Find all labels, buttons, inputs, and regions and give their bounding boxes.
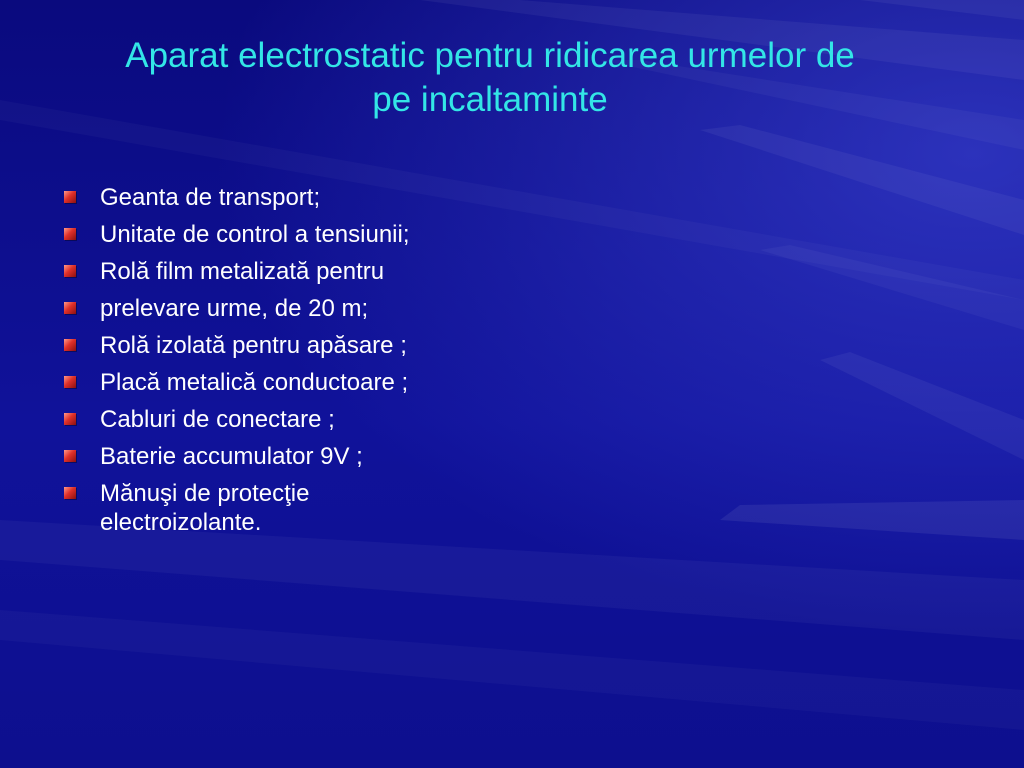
bullet-list — [62, 183, 622, 545]
square-bullet-icon — [64, 376, 76, 388]
square-bullet-icon — [64, 339, 76, 351]
bullet-text: Unitate de control a tensiunii; — [100, 221, 410, 248]
bullet-text: Rolă film metalizată pentru — [100, 258, 385, 285]
slide-title — [40, 34, 940, 122]
bullet-text: Cabluri de conectare ; — [100, 406, 335, 433]
bullet-text: Rolă izolată pentru apăsare ; — [100, 332, 407, 359]
square-bullet-icon — [64, 191, 76, 203]
square-bullet-icon — [64, 413, 76, 425]
bullet-text: Mănuşi de protecţie electroizolante. — [100, 480, 310, 536]
bullet-item — [62, 331, 622, 360]
bullet-text: Placă metalică conductoare ; — [100, 369, 409, 396]
bullet-text: prelevare urme, de 20 m; — [100, 295, 369, 322]
bullet-item — [62, 405, 622, 434]
bullet-text: Baterie accumulator 9V ; — [100, 443, 363, 470]
bullet-item — [62, 220, 622, 249]
square-bullet-icon — [64, 228, 76, 240]
slide-title-line-1: Aparat electrostatic pentru ridicarea urmelor de — [125, 36, 855, 75]
bullet-item — [62, 257, 622, 286]
square-bullet-icon — [64, 302, 76, 314]
bullet-item — [62, 368, 622, 397]
bullet-item — [62, 294, 622, 323]
slide-title-line-2: pe incaltaminte — [372, 80, 608, 119]
bullet-item — [62, 183, 622, 212]
bullet-text: Geanta de transport; — [100, 184, 321, 211]
square-bullet-icon — [64, 487, 76, 499]
bullet-item — [62, 479, 400, 537]
square-bullet-icon — [64, 265, 76, 277]
square-bullet-icon — [64, 450, 76, 462]
bullet-item — [62, 442, 622, 471]
